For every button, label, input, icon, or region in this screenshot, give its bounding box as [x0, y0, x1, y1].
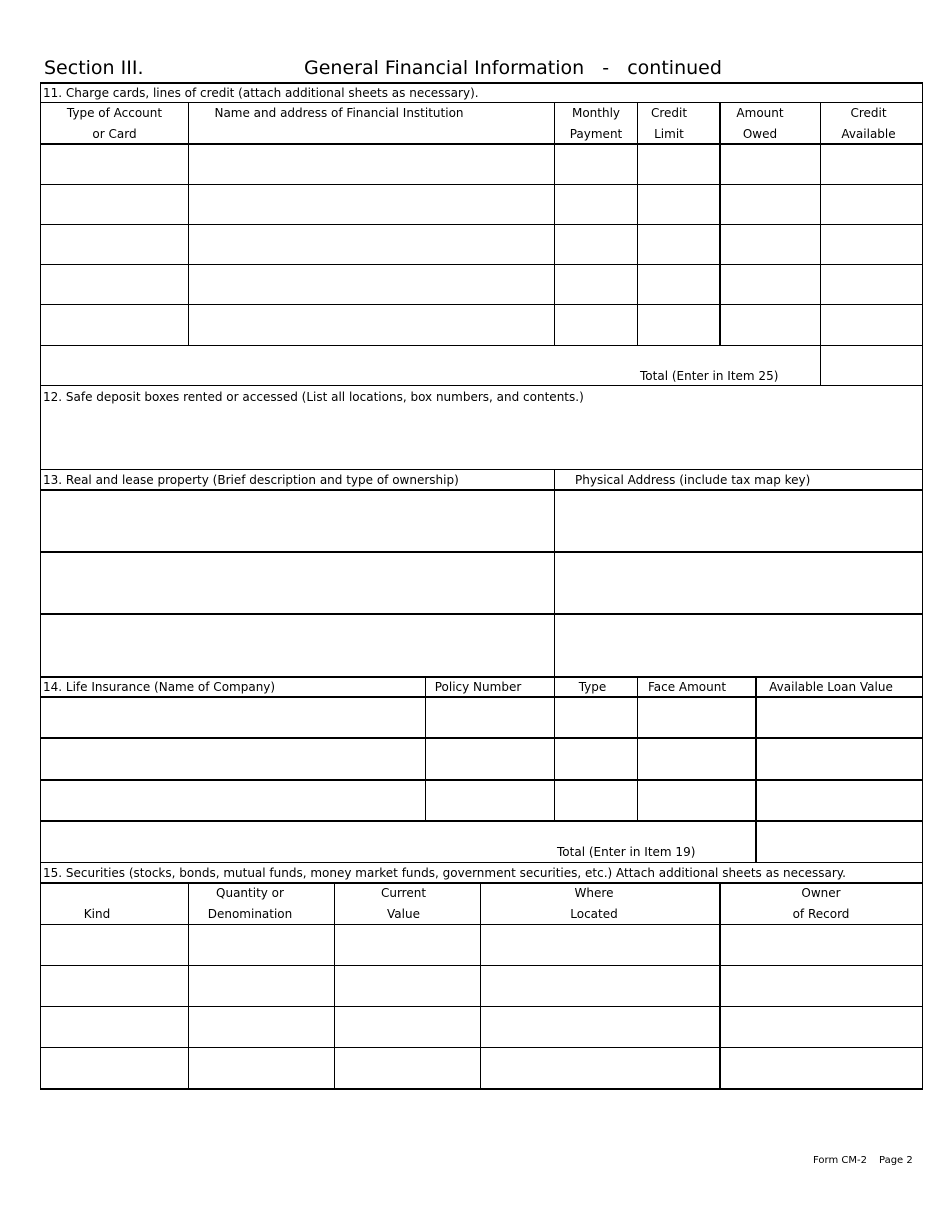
type-of-account-field[interactable]: [42, 266, 187, 303]
loan-value-field[interactable]: [757, 781, 921, 819]
rule-line: [40, 469, 923, 470]
security-kind-field[interactable]: [42, 1008, 187, 1046]
amount-owed-field[interactable]: [721, 186, 819, 223]
type-of-account-field[interactable]: [42, 226, 187, 263]
col-where-located: Where Located: [570, 886, 618, 921]
security-location-field[interactable]: [482, 1049, 718, 1087]
item-12-label: 12. Safe deposit boxes rented or accessed (List all locations, box numbers, and contents.): [43, 390, 584, 404]
loan-value-field[interactable]: [757, 698, 921, 736]
security-value-field[interactable]: [336, 967, 479, 1005]
security-quantity-field[interactable]: [190, 926, 333, 964]
property-description-field[interactable]: [42, 491, 553, 550]
insurance-company-field[interactable]: [42, 781, 424, 819]
security-value-field[interactable]: [336, 926, 479, 964]
col-kind: Kind: [83, 907, 111, 921]
insurance-type-field[interactable]: [556, 698, 636, 736]
type-of-account-field[interactable]: [42, 145, 187, 183]
face-amount-field[interactable]: [639, 698, 754, 736]
insurance-total-field[interactable]: [757, 822, 921, 861]
item-15-label: 15. Securities (stocks, bonds, mutual funds, money market funds, government securities, etc.) Attach additional sheets as necessary.: [43, 866, 846, 880]
insurance-company-field[interactable]: [42, 698, 424, 736]
institution-field[interactable]: [190, 306, 553, 344]
physical-address-field[interactable]: [556, 491, 921, 550]
rule-line: [40, 102, 923, 103]
security-owner-field[interactable]: [721, 967, 921, 1005]
rule-line: [554, 469, 555, 677]
credit-limit-field[interactable]: [639, 145, 718, 183]
loan-value-field[interactable]: [757, 739, 921, 778]
property-description-field[interactable]: [42, 553, 553, 612]
rule-line: [40, 882, 923, 884]
rule-line: [480, 882, 481, 1089]
rule-line: [188, 882, 189, 1089]
section-heading: Section III.: [44, 57, 144, 79]
form-id: Form CM-2: [813, 1155, 867, 1166]
institution-field[interactable]: [190, 145, 553, 183]
face-amount-field[interactable]: [639, 781, 754, 819]
security-location-field[interactable]: [482, 967, 718, 1005]
item-14-label: 14. Life Insurance (Name of Company): [43, 680, 276, 694]
monthly-payment-field[interactable]: [556, 226, 636, 263]
rule-line: [40, 82, 41, 1089]
rule-line: [334, 882, 335, 1089]
item-11-total-label: Total (Enter in Item 25): [640, 369, 779, 383]
security-location-field[interactable]: [482, 926, 718, 964]
col-credit-available: Credit Available: [841, 106, 896, 141]
credit-limit-field[interactable]: [639, 226, 718, 263]
col-credit-limit: Credit Limit: [650, 106, 688, 141]
rule-line: [40, 676, 923, 678]
rule-line: [40, 385, 923, 386]
col-current-value: Current Value: [380, 886, 427, 921]
rule-line: [922, 82, 923, 1089]
monthly-payment-field[interactable]: [556, 266, 636, 303]
policy-number-field[interactable]: [427, 698, 553, 736]
credit-limit-field[interactable]: [639, 186, 718, 223]
col-insurance-type: Type: [578, 680, 607, 694]
col-policy-number: Policy Number: [434, 680, 522, 694]
security-owner-field[interactable]: [721, 1008, 921, 1046]
col-amount-owed: Amount Owed: [736, 106, 784, 141]
insurance-type-field[interactable]: [556, 739, 636, 778]
security-kind-field[interactable]: [42, 926, 187, 964]
page-title: General Financial Information - continued: [304, 57, 722, 79]
property-description-field[interactable]: [42, 615, 553, 675]
policy-number-field[interactable]: [427, 781, 553, 819]
page-number: Page 2: [879, 1155, 913, 1166]
monthly-payment-field[interactable]: [556, 145, 636, 183]
type-of-account-field[interactable]: [42, 306, 187, 344]
security-quantity-field[interactable]: [190, 1008, 333, 1046]
col-face-amount: Face Amount: [647, 680, 727, 694]
amount-owed-field[interactable]: [721, 145, 819, 183]
physical-address-field[interactable]: [556, 615, 921, 675]
insurance-company-field[interactable]: [42, 739, 424, 778]
security-quantity-field[interactable]: [190, 1049, 333, 1087]
security-value-field[interactable]: [336, 1008, 479, 1046]
credit-available-field[interactable]: [822, 266, 921, 303]
credit-limit-field[interactable]: [639, 306, 718, 344]
rule-line: [40, 1006, 923, 1007]
amount-owed-field[interactable]: [721, 266, 819, 303]
credit-available-field[interactable]: [822, 226, 921, 263]
type-of-account-field[interactable]: [42, 186, 187, 223]
security-owner-field[interactable]: [721, 1049, 921, 1087]
rule-line: [40, 184, 923, 185]
rule-line: [40, 862, 923, 863]
item-11-label: 11. Charge cards, lines of credit (attach additional sheets as necessary).: [43, 86, 479, 100]
credit-limit-field[interactable]: [639, 266, 718, 303]
rule-line: [40, 965, 923, 966]
credit-available-field[interactable]: [822, 306, 921, 344]
security-value-field[interactable]: [336, 1049, 479, 1087]
amount-owed-field[interactable]: [721, 226, 819, 263]
security-kind-field[interactable]: [42, 1049, 187, 1087]
insurance-type-field[interactable]: [556, 781, 636, 819]
institution-field[interactable]: [190, 226, 553, 263]
amount-owed-field[interactable]: [721, 306, 819, 344]
rule-line: [40, 924, 923, 925]
col-owner-of-record: Owner of Record: [792, 886, 850, 921]
physical-address-label: Physical Address (include tax map key): [575, 473, 811, 487]
security-quantity-field[interactable]: [190, 967, 333, 1005]
col-monthly-payment: Monthly Payment: [569, 106, 623, 141]
item-13-label: 13. Real and lease property (Brief description and type of ownership): [43, 473, 459, 487]
charge-total-field[interactable]: [822, 347, 921, 384]
item-14-total-label: Total (Enter in Item 19): [557, 845, 696, 859]
rule-line: [40, 1047, 923, 1048]
institution-field[interactable]: [190, 186, 553, 223]
col-quantity: Quantity or Denomination: [207, 886, 293, 921]
security-location-field[interactable]: [482, 1008, 718, 1046]
policy-number-field[interactable]: [427, 739, 553, 778]
safe-deposit-field[interactable]: [42, 406, 920, 468]
rule-line: [40, 224, 923, 225]
institution-field[interactable]: [190, 266, 553, 303]
face-amount-field[interactable]: [639, 739, 754, 778]
rule-line: [40, 304, 923, 305]
monthly-payment-field[interactable]: [556, 186, 636, 223]
rule-line: [40, 82, 923, 84]
col-type-of-account: Type of Account or Card: [66, 106, 163, 141]
monthly-payment-field[interactable]: [556, 306, 636, 344]
rule-line: [40, 345, 923, 346]
security-owner-field[interactable]: [721, 926, 921, 964]
physical-address-field[interactable]: [556, 553, 921, 612]
col-available-loan-value: Available Loan Value: [769, 680, 893, 694]
col-institution: Name and address of Financial Institution: [214, 106, 464, 120]
rule-line: [40, 1088, 923, 1090]
rule-line: [40, 264, 923, 265]
security-kind-field[interactable]: [42, 967, 187, 1005]
credit-available-field[interactable]: [822, 145, 921, 183]
credit-available-field[interactable]: [822, 186, 921, 223]
